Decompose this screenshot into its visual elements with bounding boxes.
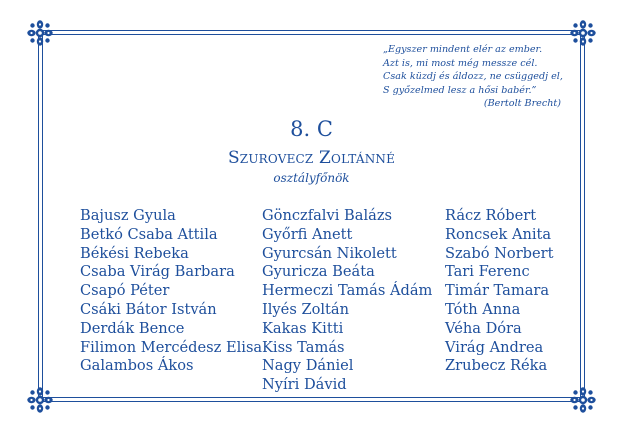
student-name: Gönczfalvi Balázs (262, 207, 392, 224)
student-name: Ilyés Zoltán (262, 300, 349, 318)
quote-line: Azt is, mi most még messze cél. (383, 57, 538, 69)
class-title: 8. C (290, 117, 333, 141)
student-name: Virág Andrea (445, 338, 544, 356)
student-name: Hermeczi Tamás Ádám (262, 282, 433, 300)
flower-ornament-icon (568, 18, 598, 48)
student-name: Kiss Tamás (262, 338, 345, 356)
student-name: Véha Dóra (445, 319, 522, 337)
student-name: Nagy Dániel (262, 357, 354, 375)
quote-line: „Egyszer mindent elér az ember. (383, 44, 543, 55)
flower-ornament-icon (25, 18, 55, 48)
student-name: Kakas Kitti (262, 319, 344, 337)
student-column-1 (80, 207, 262, 376)
student-name: Gyurcsán Nikolett (262, 244, 397, 262)
flower-ornament-icon (25, 385, 55, 415)
student-name: Bajusz Gyula (80, 207, 176, 224)
student-column-2 (262, 207, 432, 395)
student-name: Betkó Csaba Attila (80, 225, 218, 243)
student-name: Csaba Virág Barbara (80, 263, 235, 281)
flower-ornament-icon (568, 385, 598, 415)
student-name: Győrfi Anett (262, 225, 353, 243)
student-name: Tóth Anna (445, 300, 521, 318)
quote-line: Csak küzdj és áldozz, ne csüggedj el, (383, 71, 563, 82)
quote-author: (Bertolt Brecht) (483, 98, 561, 109)
student-name: Galambos Ákos (80, 357, 194, 375)
student-name: Zrubecz Réka (445, 357, 548, 375)
student-name: Csáki Bátor István (80, 300, 217, 318)
student-name: Timár Tamara (445, 282, 550, 300)
student-name: Csapó Péter (80, 282, 170, 300)
teacher-name: Szurovecz Zoltánné (227, 148, 396, 168)
student-name: Derdák Bence (80, 319, 185, 337)
student-column-3 (445, 207, 554, 376)
student-name: Tari Ferenc (445, 263, 530, 281)
student-name: Nyíri Dávid (262, 376, 347, 394)
student-name: Roncsek Anita (445, 225, 552, 243)
student-name: Rácz Róbert (445, 207, 537, 224)
teacher-role: osztályfőnök (273, 171, 350, 185)
student-name: Gyuricza Beáta (262, 263, 375, 281)
student-name: Békési Rebeka (80, 244, 189, 262)
student-name: Szabó Norbert (445, 244, 554, 262)
quote-line: S győzelmed lesz a hősi babér.” (383, 84, 537, 96)
student-name: Filimon Mercédesz Elisa (80, 338, 263, 356)
motto-quote (383, 43, 563, 111)
